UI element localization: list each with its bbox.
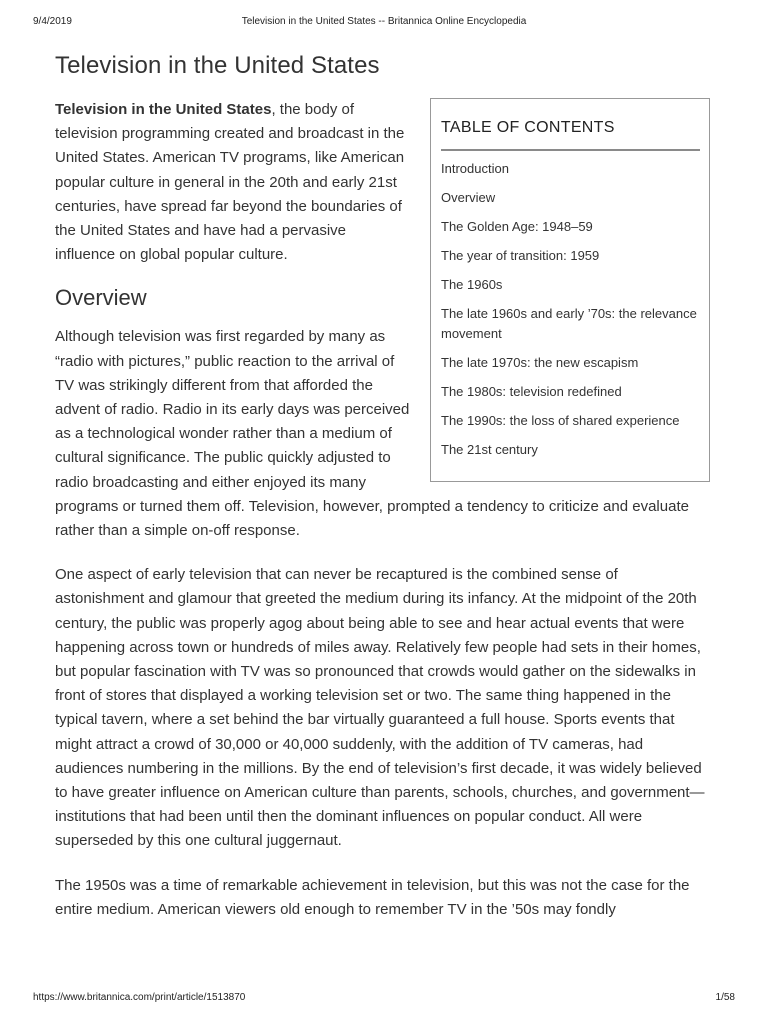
toc-item-1960s[interactable]: The 1960s bbox=[441, 277, 503, 292]
print-url: https://www.britannica.com/print/article/1513870 bbox=[33, 992, 246, 1003]
toc-title: TABLE OF CONTENTS bbox=[441, 118, 700, 151]
toc-item-golden-age[interactable]: The Golden Age: 1948–59 bbox=[441, 219, 593, 234]
toc-item-21st-century[interactable]: The 21st century bbox=[441, 442, 538, 457]
page-number: 1/58 bbox=[715, 992, 735, 1003]
intro-bold-term: Television in the United States bbox=[55, 101, 272, 118]
toc-item-1990s[interactable]: The 1990s: the loss of shared experience bbox=[441, 413, 680, 428]
body-paragraph-2: One aspect of early television that can never be recaptured is the combined sense of astonishment and glamour that greeted the medium during its infancy. At the midpoint of the 20th century, the public was properly agog about being able to see and hear actual events that were happening across town or hundreds of miles away. Relatively few people had sets in their homes, but popular fascination with TV was so pronounced that crowds would gather on the sidewalks in front of stores that displayed a working television set or two. The same thing happened in the typical tavern, where a set behind the bar virtually guaranteed a full house. Sports events that might attract a crowd of 30,000 or 40,000 suddenly, with the addition of TV cameras, had audiences numbering in the millions. By the end of television’s first decade, it was widely believed to have greater influence on American culture than parents, schools, churches, and government—institutions that had been until then the dominant influences on popular conduct. All were superseded by this one cultural juggernaut. bbox=[55, 566, 705, 850]
toc-item-relevance-movement[interactable]: The late 1960s and early ’70s: the relevance movement bbox=[441, 306, 697, 341]
toc-item-1980s[interactable]: The 1980s: television redefined bbox=[441, 384, 622, 399]
print-date: 9/4/2019 bbox=[33, 16, 72, 27]
toc-item-overview[interactable]: Overview bbox=[441, 190, 496, 205]
body-paragraph-3: The 1950s was a time of remarkable achievement in television, but this was not the case for the entire medium. American viewers old enough to remember TV in the ’50s may fondly bbox=[55, 876, 690, 918]
toc-item-new-escapism[interactable]: The late 1970s: the new escapism bbox=[441, 355, 639, 370]
table-of-contents bbox=[430, 98, 710, 482]
intro-text: , the body of television programming created and broadcast in the United States. American TV programs, like American popular culture in general in the 20th and early 21st centuries, have spread far beyond the boundaries of the United States and have had a pervasive influence on global popular culture. bbox=[55, 101, 405, 264]
overview-heading: Overview bbox=[55, 285, 147, 311]
print-header bbox=[33, 16, 735, 30]
print-page-title: Television in the United States -- Britannica Online Encyclopedia bbox=[241, 16, 527, 27]
toc-item-year-of-transition[interactable]: The year of transition: 1959 bbox=[441, 248, 600, 263]
article-body bbox=[55, 98, 710, 942]
toc-item-introduction[interactable]: Introduction bbox=[441, 161, 509, 176]
print-footer bbox=[33, 992, 735, 1006]
page-title: Television in the United States bbox=[55, 52, 380, 79]
toc-list bbox=[441, 151, 700, 460]
body-paragraph-1: Although television was first regarded by many as “radio with pictures,” public reaction to the arrival of TV was strikingly different from that afforded the advent of radio. Radio in its early days was perceived as a technological wonder rather than a medium of cultural significance. The public quickly adjusted to radio broadcasting and either enjoyed its many programs or turned them off. Television, however, prompted a tendency to criticize and evaluate rather than a simple on-off response. bbox=[55, 328, 689, 540]
